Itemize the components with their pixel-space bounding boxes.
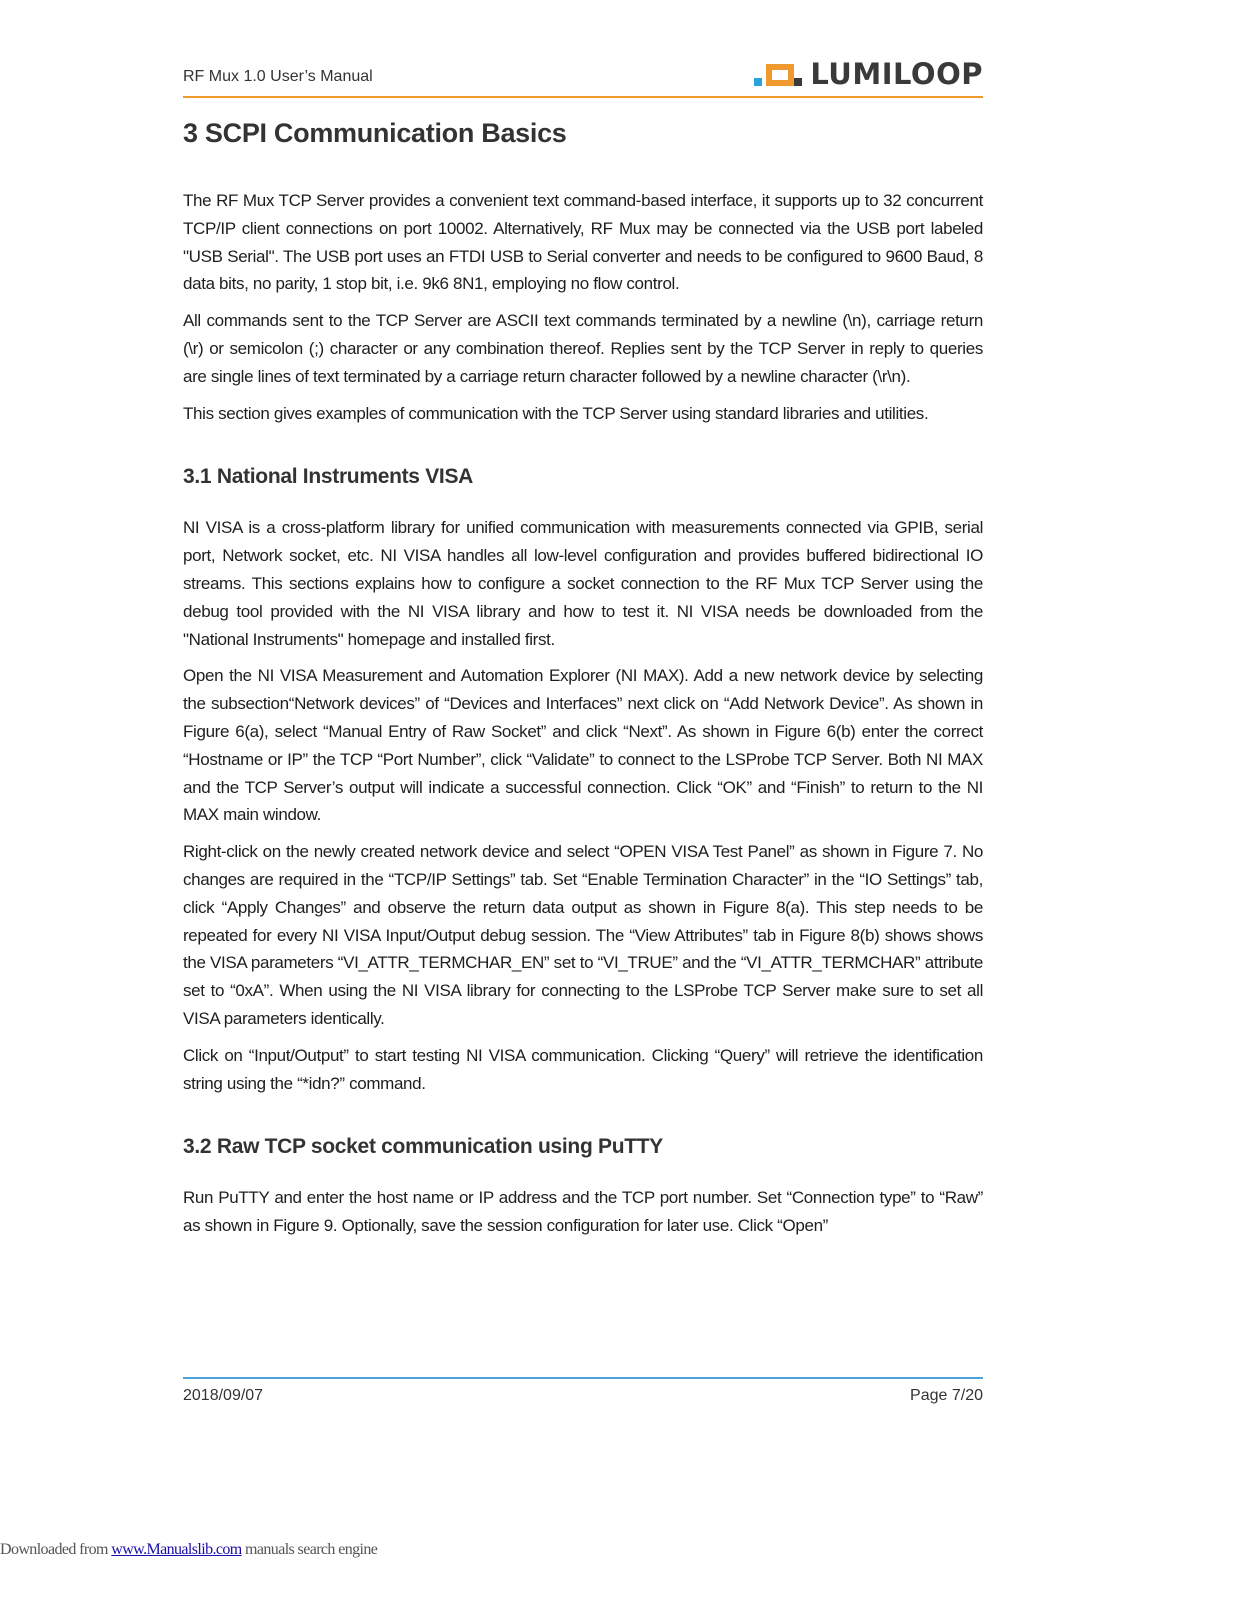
paragraph: All commands sent to the TCP Server are ASCII text commands terminated by a newline (\n), carriage return (\r) or semicolon (;) character or any combination thereof. Replies sent by the TCP Server in reply to queries are single lines of text terminated by a carriage return character followed by a newline character (\r\n). — [183, 311, 983, 386]
paragraph: Run PuTTY and enter the host name or IP address and the TCP port number. Set “Connection type” to “Raw” as shown in Figure 9. Optionally, save the session configuration for later use. Click “Open” — [183, 1188, 983, 1236]
download-watermark — [0, 1541, 377, 1559]
watermark-prefix: Downloaded from — [0, 1541, 112, 1558]
paragraph: Open the NI VISA Measurement and Automation Explorer (NI MAX). Add a new network device by selecting the subsection“Network devices” of “Devices and Interfaces” next click on “Add Network Device”. As shown in Figure 6(a), select “Manual Entry of Raw Socket” and click “Next”. As shown in Figure 6(b) enter the correct “Hostname or IP” the TCP “Port Number”, click “Validate” to connect to the LSProbe TCP Server. Both NI MAX and the TCP Server’s output will indicate a successful connection. Click “OK” and “Finish” to return to the NI MAX main window. — [183, 666, 983, 825]
section-heading: 3 SCPI Communication Basics — [183, 118, 567, 148]
subsection-heading: 3.2 Raw TCP socket communication using PuTTY — [183, 1135, 664, 1159]
page-content — [183, 118, 983, 1249]
document-title: RF Mux 1.0 User’s Manual — [183, 68, 373, 85]
paragraph: Right-click on the newly created network device and select “OPEN VISA Test Panel” as shown in Figure 7. No changes are required in the “TCP/IP Settings” tab. Set “Enable Termination Character” in the “IO Settings” tab, click “Apply Changes” and observe the return data output as shown in Figure 8(a). This step needs to be repeated for every NI VISA Input/Output debug session. The “View Attributes” tab in Figure 8(b) shows shows the VISA parameters “VI_ATTR_TERMCHAR_EN” set to “VI_TRUE” and the “VI_ATTR_TERMCHAR” attribute set to “0xA”. When using the NI VISA library for connecting to the LSProbe TCP Server make sure to set all VISA parameters identically. — [183, 842, 983, 1028]
lumiloop-logo-icon — [754, 60, 804, 88]
subsection-heading: 3.1 National Instruments VISA — [183, 465, 474, 489]
page-footer — [183, 1377, 983, 1404]
paragraph: The RF Mux TCP Server provides a convenient text command-based interface, it supports up to 32 concurrent TCP/IP client connections on port 10002. Alternatively, RF Mux may be connected via the USB port labeled "USB Serial". The USB port uses an FTDI USB to Serial converter and needs to be configured to 9600 Baud, 8 data bits, no parity, 1 stop bit, i.e. 9k6 8N1, employing no flow control. — [183, 191, 983, 294]
page-header — [183, 56, 983, 98]
footer-date: 2018/09/07 — [183, 1387, 264, 1404]
manualslib-link[interactable]: www.Manualslib.com — [111, 1541, 242, 1558]
logo-text: LUMILOOP — [810, 57, 983, 91]
lumiloop-logo — [754, 58, 983, 90]
paragraph: NI VISA is a cross-platform library for unified communication with measurements connected via GPIB, serial port, Network socket, etc. NI VISA handles all low-level configuration and provides buffered bidirectional IO streams. This sections explains how to configure a socket connection to the RF Mux TCP Server using the debug tool provided with the NI VISA library and how to test it. NI VISA needs be downloaded from the "National Instruments" homepage and installed first. — [183, 518, 983, 649]
paragraph: This section gives examples of communication with the TCP Server using standard libraries and utilities. — [183, 403, 929, 423]
paragraph: Click on “Input/Output” to start testing NI VISA communication. Clicking “Query” will retrieve the identification string using the “*idn?” command. — [183, 1045, 983, 1093]
watermark-suffix: manuals search engine — [241, 1541, 378, 1558]
page-number: Page 7/20 — [910, 1387, 983, 1404]
